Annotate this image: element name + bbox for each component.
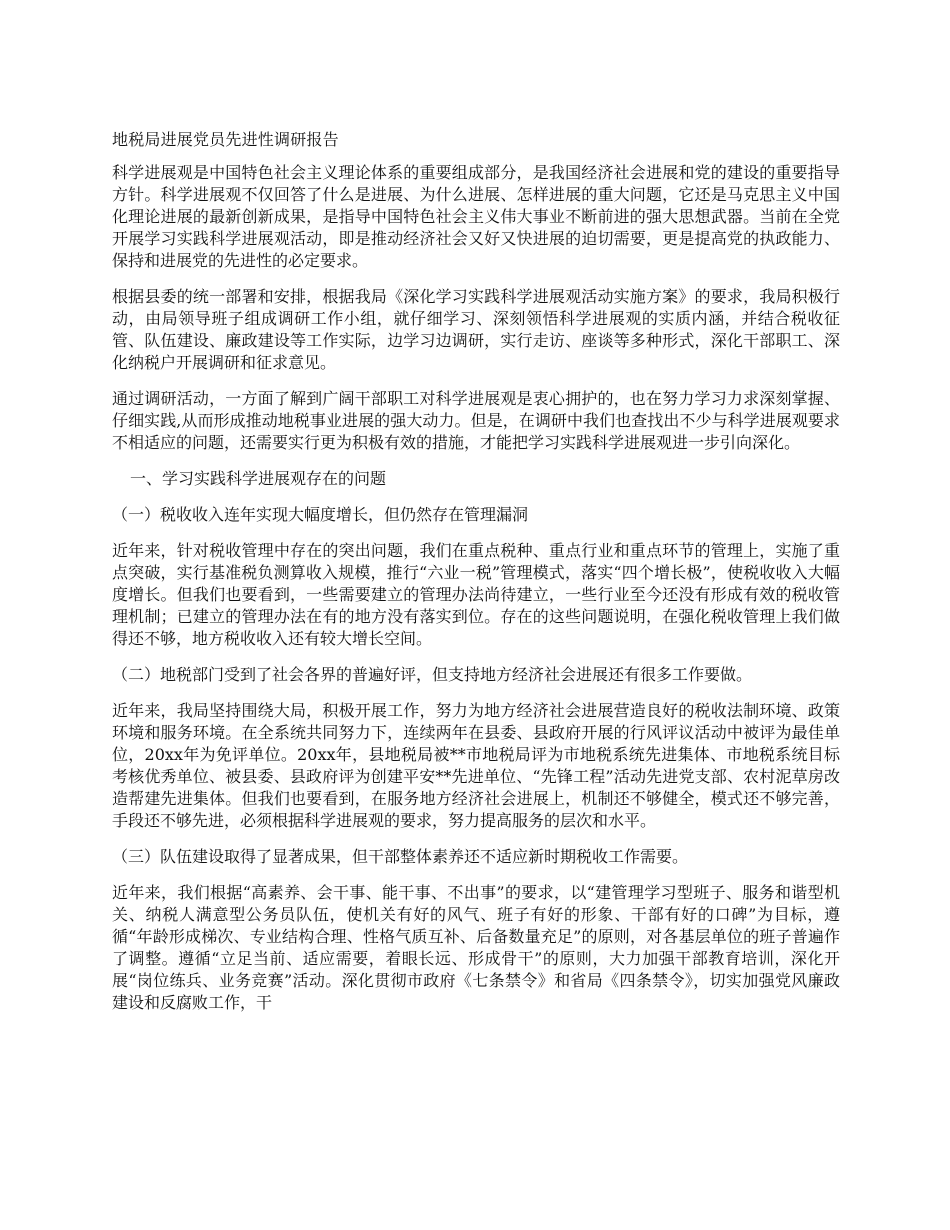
intro-paragraph-3: 通过调研活动，一方面了解到广阔干部职工对科学进展观是衷心拥护的，也在努力学习力求深刻掌握、仔细实践,从而形成推动地税事业进展的强大动力。但是，在调研中我们也查找出不少与科学进展观要求不相适应的问题，还需要实行更为积极有效的措施，才能把学习实践科学进展观进一步引向深化。 [112,389,840,452]
section-heading-1: 一、学习实践科学进展观存在的问题 [130,469,387,488]
intro-paragraph-2: 根据县委的统一部署和安排，根据我局《深化学习实践科学进展观活动实施方案》的要求，我局积极行动，由局领导班子组成调研工作小组，就仔细学习、深刻领悟科学进展观的实质内涵，并结合税收征管、队伍建设、廉政建设等工作实际，边学习边调研，实行走访、座谈等多种形式，深化干部职工、深化纳税户开展调研和征求意见。 [112,287,840,372]
subsection-paragraph-1: 近年来，针对税收管理中存在的突出问题，我们在重点税种、重点行业和重点环节的管理上，实施了重点突破，实行基准税负测算收入规模，推行“六业一税”管理模式，落实“四个增长极”，使税收收入大幅度增长。但我们也要看到，一些需要建立的管理办法尚待建立，一些行业至今还没有形成有效的税收管理机制；已建立的管理办法在有的地方没有落实到位。存在的这些问题说明，在强化税收管理上我们做得还不够，地方税收收入还有较大增长空间。 [112,541,840,648]
subsection-heading-1: （一）税收收入连年实现大幅度增长，但仍然存在管理漏洞 [112,505,529,524]
intro-paragraph-1: 科学进展观是中国特色社会主义理论体系的重要组成部分，是我国经济社会进展和党的建设的重要指导方针。科学进展观不仅回答了什么是进展、为什么进展、怎样进展的重大问题，它还是马克思主义中国化理论进展的最新创新成果，是指导中国特色社会主义伟大事业不断前进的强大思想武器。当前在全党开展学习实践科学进展观活动，即是推动经济社会又好又快进展的迫切需要，更是提高党的执政能力、保持和进展党的先进性的必定要求。 [112,163,840,270]
subsection-heading-2: （二）地税部门受到了社会各界的普遍好评，但支持地方经济社会进展还有很多工作要做。 [112,665,753,684]
document-title: 地税局进展党员先进性调研报告 [112,130,339,149]
subsection-heading-3: （三）队伍建设取得了显著成果，但干部整体素养还不适应新时期税收工作需要。 [112,847,689,866]
subsection-paragraph-3: 近年来，我们根据“高素养、会干事、能干事、不出事”的要求，以“建管理学习型班子、服务和谐型机关、纳税人满意型公务员队伍，使机关有好的风气、班子有好的形象、干部有好的口碑”为目标，遵循“年龄形成梯次、专业结构合理、性格气质互补、后备数量充足”的原则，对各基层单位的班子普遍作了调整。遵循“立足当前、适应需要，着眼长远、形成骨干”的原则，大力加强干部教育培训，深化开展“岗位练兵、业务竞赛”活动。深化贯彻市政府《七条禁令》和省局《四条禁令》，切实加强党风廉政建设和反腐败工作，干 [112,883,840,1012]
subsection-paragraph-2: 近年来，我局坚持围绕大局，积极开展工作，努力为地方经济社会进展营造良好的税收法制环境、政策环境和服务环境。在全系统共同努力下，连续两年在县委、县政府开展的行风评议活动中被评为最佳单位，20xx年为免评单位。20xx年，县地税局被**市地税局评为市地税系统先进集体、市地税系统目标考核优秀单位、被县委、县政府评为创建平安**先进单位、“先锋工程”活动先进党支部、农村泥草房改造帮建先进集体。但我们也要看到，在服务地方经济社会进展上，机制还不够健全，模式还不够完善，手段还不够先进，必须根据科学进展观的要求，努力提高服务的层次和水平。 [112,701,840,830]
document-page [112,128,840,1028]
